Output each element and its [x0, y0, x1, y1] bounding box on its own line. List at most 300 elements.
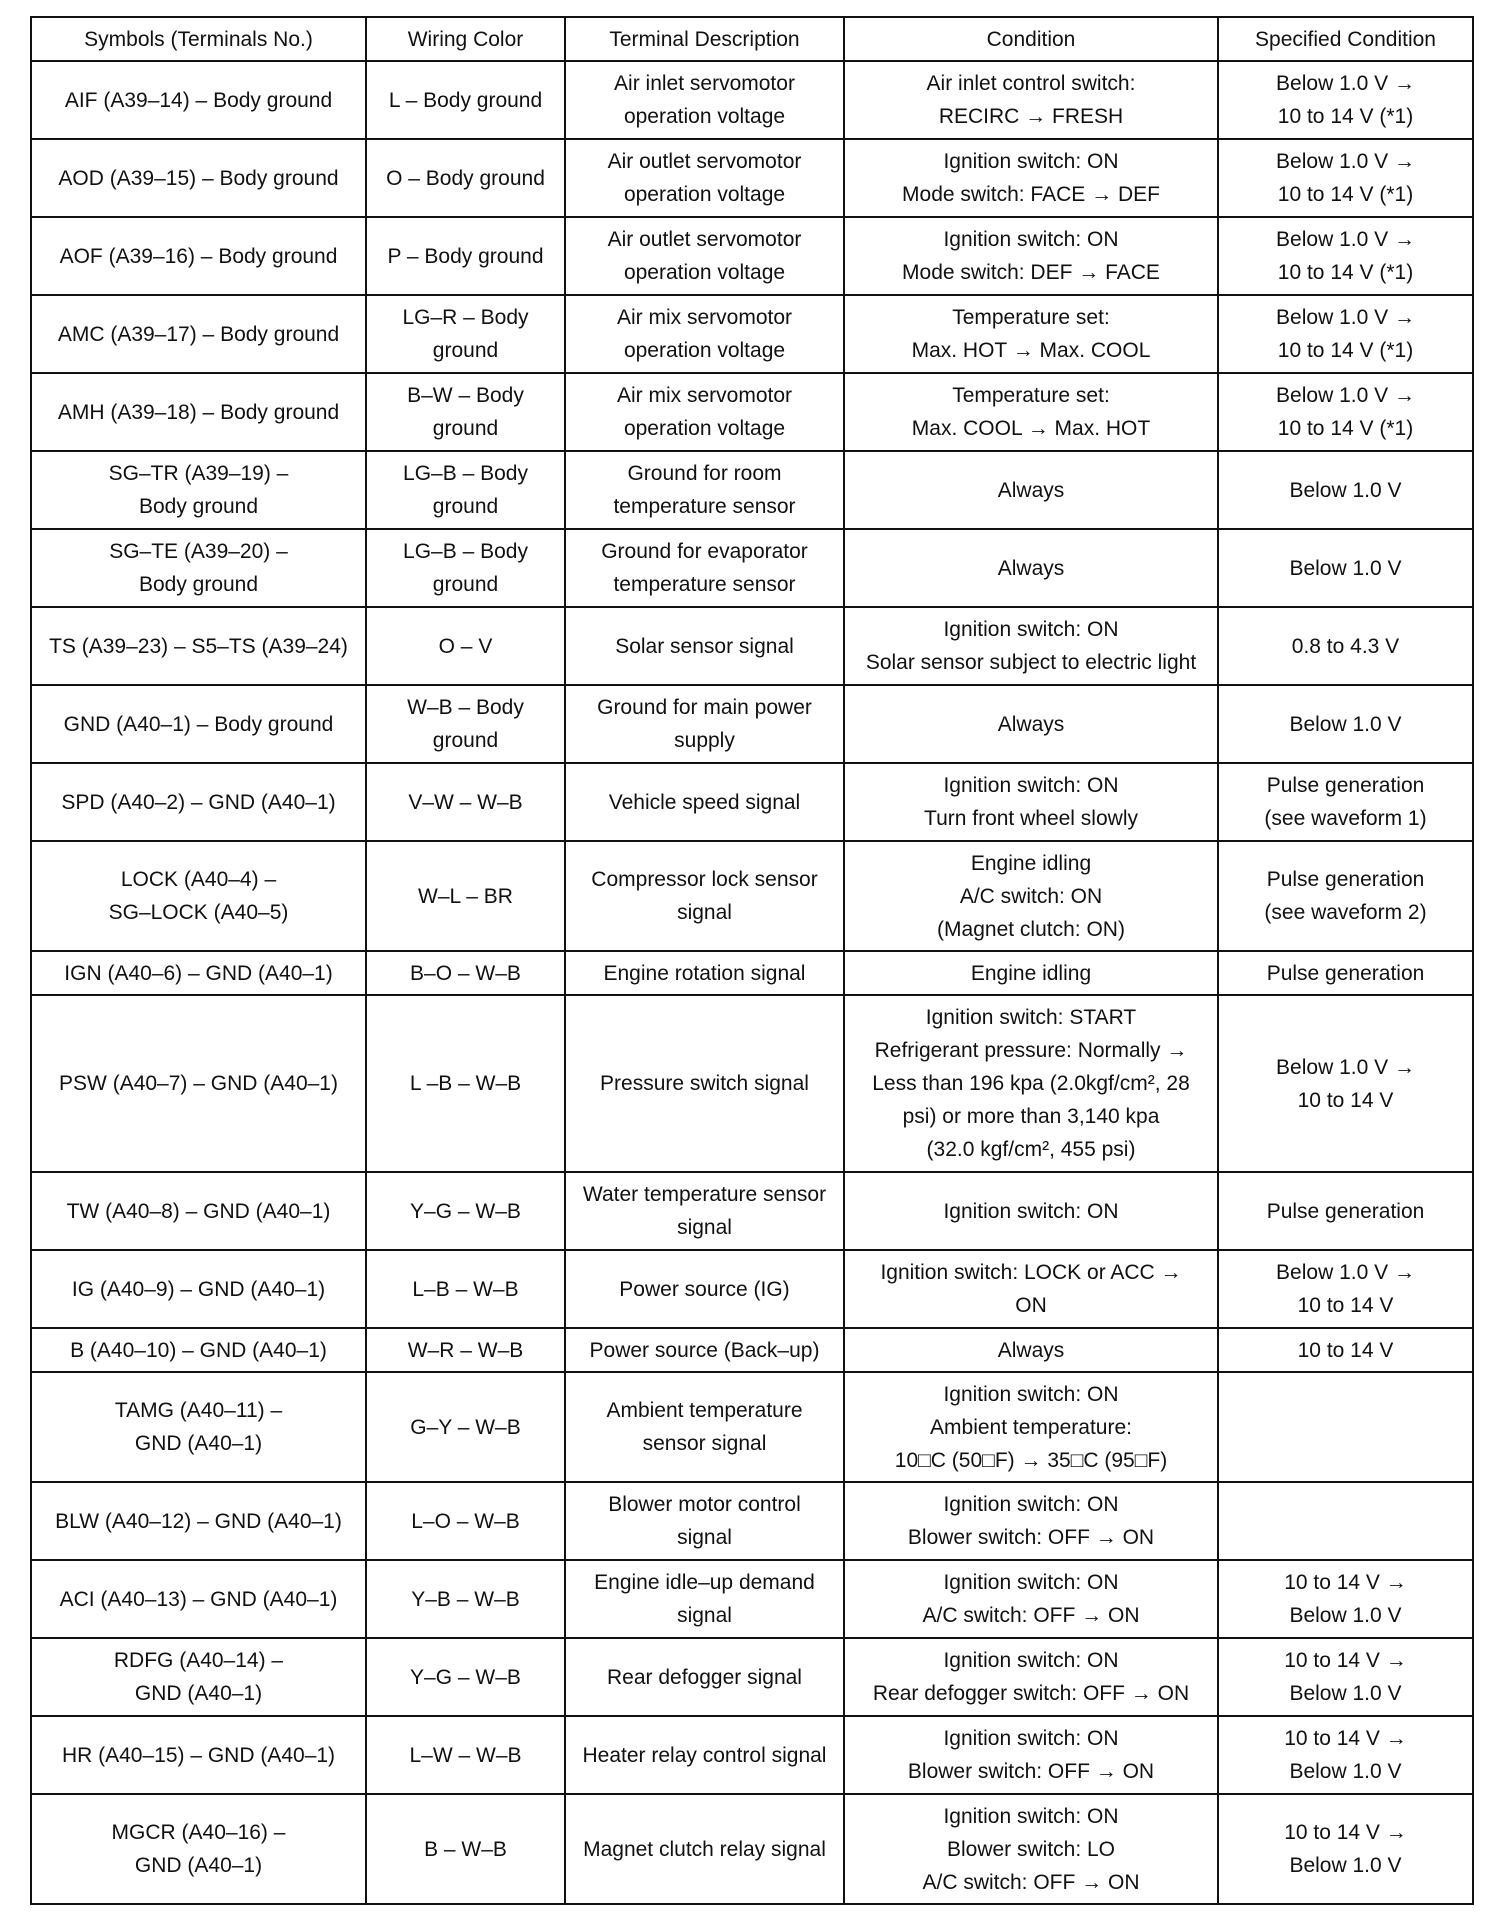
- condition-cell: [844, 529, 1218, 607]
- specified-condition-cell: [1218, 1372, 1473, 1482]
- cell-line: A/C switch: OFF → ON: [922, 1604, 1140, 1627]
- cell-line: Ignition switch: LOCK or ACC →: [880, 1261, 1182, 1284]
- cell-line: B–W – Body: [407, 384, 524, 407]
- description-cell: [565, 1328, 844, 1372]
- header-symbols: Symbols (Terminals No.): [31, 17, 366, 61]
- cell-line: 0.8 to 4.3 V: [1291, 634, 1400, 658]
- cell-line: Ignition switch: ON: [943, 1199, 1119, 1223]
- cell-line: Power source (Back–up): [589, 1338, 820, 1362]
- cell-line: Below 1.0 V: [1289, 712, 1402, 736]
- cell-line: Ground for room: [627, 462, 782, 485]
- cell-line: Below 1.0 V →: [1276, 1261, 1415, 1284]
- description-cell: [565, 763, 844, 841]
- wiring-color-cell: [366, 1794, 565, 1904]
- cell-line: Engine idling: [970, 851, 1092, 875]
- cell-line: O – Body ground: [386, 166, 545, 190]
- cell-line: signal: [677, 1604, 732, 1627]
- description-cell: [565, 1372, 844, 1482]
- table-row: [31, 1372, 1473, 1482]
- cell-line: Air outlet servomotor: [607, 228, 802, 251]
- table-row: [31, 1172, 1473, 1250]
- cell-line: temperature sensor: [613, 573, 796, 596]
- cell-line: ground: [432, 417, 499, 440]
- cell-line: sensor signal: [642, 1432, 767, 1455]
- cell-line: (see waveform 2): [1264, 901, 1427, 924]
- table-row: [31, 685, 1473, 763]
- cell-line: 10□C (50□F) → 35□C (95□F): [894, 1448, 1168, 1472]
- condition-cell: [844, 995, 1218, 1172]
- cell-line: (32.0 kgf/cm², 455 psi): [926, 1138, 1136, 1161]
- cell-line: Rear defogger switch: OFF → ON: [872, 1682, 1190, 1705]
- cell-line: Ground for evaporator: [601, 540, 808, 563]
- table-row: [31, 607, 1473, 685]
- cell-line: Below 1.0 V: [1289, 478, 1402, 502]
- table-row: [31, 1794, 1473, 1904]
- cell-line: L–O – W–B: [411, 1509, 520, 1533]
- cell-line: Always: [997, 1338, 1065, 1362]
- cell-line: HR (A40–15) – GND (A40–1): [61, 1743, 336, 1767]
- wiring-color-cell: [366, 1716, 565, 1794]
- cell-line: AMH (A39–18) – Body ground: [57, 400, 340, 424]
- cell-line: Y–G – W–B: [410, 1665, 521, 1689]
- specified-condition-cell: [1218, 139, 1473, 217]
- condition-cell: [844, 1794, 1218, 1904]
- symbol-cell: [31, 1482, 366, 1560]
- cell-line: RECIRC → FRESH: [938, 105, 1124, 128]
- cell-line: 10 to 14 V: [1297, 1088, 1394, 1112]
- cell-line: ground: [432, 339, 499, 362]
- description-cell: [565, 1716, 844, 1794]
- cell-line: Body ground: [138, 495, 259, 518]
- table-row: [31, 841, 1473, 951]
- cell-line: LG–B – Body: [403, 462, 528, 485]
- description-cell: [565, 685, 844, 763]
- cell-line: A/C switch: ON: [959, 884, 1103, 908]
- specified-condition-cell: [1218, 1482, 1473, 1560]
- cell-line: Below 1.0 V: [1289, 1854, 1402, 1877]
- condition-cell: [844, 217, 1218, 295]
- cell-line: L–B – W–B: [412, 1277, 519, 1301]
- cell-line: B (A40–10) – GND (A40–1): [70, 1338, 327, 1362]
- cell-line: IGN (A40–6) – GND (A40–1): [64, 961, 333, 985]
- cell-line: Ignition switch: ON: [943, 228, 1119, 251]
- description-cell: [565, 1638, 844, 1716]
- cell-line: temperature sensor: [613, 495, 796, 518]
- wiring-color-cell: [366, 1372, 565, 1482]
- cell-line: RDFG (A40–14) –: [113, 1649, 284, 1672]
- cell-line: operation voltage: [623, 105, 786, 128]
- cell-line: (see waveform 1): [1264, 807, 1427, 830]
- wiring-color-cell: [366, 451, 565, 529]
- cell-line: (Magnet clutch: ON): [937, 917, 1125, 941]
- cell-line: 10 to 14 V (*1): [1277, 105, 1414, 128]
- cell-line: SG–TR (A39–19) –: [108, 462, 289, 485]
- cell-line: Below 1.0 V →: [1276, 1055, 1415, 1079]
- cell-line: Below 1.0 V: [1289, 556, 1402, 580]
- cell-line: G–Y – W–B: [410, 1415, 521, 1439]
- cell-line: Pulse generation: [1266, 1199, 1425, 1223]
- cell-line: 10 to 14 V (*1): [1277, 417, 1414, 440]
- specified-condition-cell: [1218, 529, 1473, 607]
- cell-line: Refrigerant pressure: Normally →: [874, 1039, 1188, 1062]
- specified-condition-cell: [1218, 995, 1473, 1172]
- cell-line: Ground for main power: [597, 696, 812, 719]
- wiring-color-cell: [366, 685, 565, 763]
- condition-cell: [844, 1328, 1218, 1372]
- cell-line: operation voltage: [623, 183, 786, 206]
- cell-line: Always: [997, 556, 1065, 580]
- cell-line: Engine idling: [970, 961, 1092, 985]
- table-row: [31, 451, 1473, 529]
- description-cell: [565, 529, 844, 607]
- description-cell: [565, 373, 844, 451]
- header-row: [31, 17, 1473, 61]
- cell-line: 10 to 14 V: [1297, 1294, 1394, 1317]
- cell-line: L – Body ground: [388, 88, 543, 112]
- cell-line: Magnet clutch relay signal: [583, 1837, 826, 1861]
- cell-line: Solar sensor subject to electric light: [865, 651, 1197, 674]
- cell-line: Below 1.0 V: [1289, 1760, 1402, 1783]
- cell-line: AOF (A39–16) – Body ground: [59, 244, 338, 268]
- table-row: [31, 61, 1473, 139]
- description-cell: [565, 61, 844, 139]
- description-cell: [565, 607, 844, 685]
- table-row: [31, 1482, 1473, 1560]
- specified-condition-cell: [1218, 951, 1473, 995]
- wiring-color-cell: [366, 763, 565, 841]
- cell-line: O – V: [438, 634, 493, 658]
- cell-line: Pulse generation: [1266, 774, 1425, 797]
- symbol-cell: [31, 529, 366, 607]
- cell-line: Compressor lock sensor: [591, 868, 818, 891]
- cell-line: Pulse generation: [1266, 961, 1425, 985]
- cell-line: 10 to 14 V →: [1284, 1571, 1407, 1594]
- condition-cell: [844, 139, 1218, 217]
- cell-line: Air inlet servomotor: [614, 72, 795, 95]
- cell-line: Y–B – W–B: [411, 1587, 520, 1611]
- cell-line: Ignition switch: START: [925, 1006, 1137, 1029]
- symbol-cell: [31, 1328, 366, 1372]
- table-row: [31, 995, 1473, 1172]
- cell-line: TS (A39–23) – S5–TS (A39–24): [49, 634, 348, 658]
- cell-line: Body ground: [138, 573, 259, 596]
- cell-line: AIF (A39–14) – Body ground: [64, 88, 333, 112]
- cell-line: Always: [997, 712, 1065, 736]
- wiring-color-cell: [366, 61, 565, 139]
- description-cell: [565, 295, 844, 373]
- condition-cell: [844, 1482, 1218, 1560]
- cell-line: LG–B – Body: [403, 540, 528, 563]
- cell-line: Ignition switch: ON: [943, 1571, 1119, 1594]
- cell-line: Power source (IG): [619, 1277, 790, 1301]
- wiring-color-cell: [366, 1560, 565, 1638]
- symbol-cell: [31, 1638, 366, 1716]
- condition-cell: [844, 763, 1218, 841]
- cell-line: GND (A40–1): [134, 1432, 263, 1455]
- cell-line: A/C switch: OFF → ON: [922, 1870, 1140, 1894]
- header-wiring-color: Wiring Color: [366, 17, 565, 61]
- wiring-color-cell: [366, 217, 565, 295]
- specified-condition-cell: [1218, 1794, 1473, 1904]
- cell-line: AOD (A39–15) – Body ground: [58, 166, 339, 190]
- description-cell: [565, 995, 844, 1172]
- wiring-color-cell: [366, 1250, 565, 1328]
- cell-line: Temperature set:: [952, 384, 1110, 407]
- table-row: [31, 1560, 1473, 1638]
- cell-line: Engine idle–up demand: [594, 1571, 815, 1594]
- specified-condition-cell: [1218, 61, 1473, 139]
- cell-line: 10 to 14 V (*1): [1277, 261, 1414, 284]
- cell-line: AMC (A39–17) – Body ground: [57, 322, 340, 346]
- wiring-color-cell: [366, 951, 565, 995]
- cell-line: Mode switch: DEF → FACE: [902, 261, 1160, 284]
- description-cell: [565, 1250, 844, 1328]
- cell-line: signal: [677, 901, 732, 924]
- wiring-color-cell: [366, 1172, 565, 1250]
- condition-cell: [844, 451, 1218, 529]
- cell-line: ACI (A40–13) – GND (A40–1): [59, 1587, 338, 1611]
- cell-line: Ambient temperature: [606, 1399, 803, 1422]
- cell-line: Solar sensor signal: [615, 634, 794, 658]
- wiring-color-cell: [366, 1638, 565, 1716]
- symbol-cell: [31, 1794, 366, 1904]
- condition-cell: [844, 1372, 1218, 1482]
- cell-line: 10 to 14 V →: [1284, 1649, 1407, 1672]
- table-row: [31, 139, 1473, 217]
- cell-line: GND (A40–1): [134, 1682, 263, 1705]
- header-specified-condition: Specified Condition: [1218, 17, 1473, 61]
- symbol-cell: [31, 995, 366, 1172]
- cell-line: P – Body ground: [387, 244, 544, 268]
- description-cell: [565, 139, 844, 217]
- condition-cell: [844, 1250, 1218, 1328]
- cell-line: Below 1.0 V →: [1276, 228, 1415, 251]
- cell-line: LOCK (A40–4) –: [120, 868, 277, 891]
- table-row: [31, 529, 1473, 607]
- wiring-color-cell: [366, 529, 565, 607]
- table-row: [31, 1638, 1473, 1716]
- cell-line: SG–TE (A39–20) –: [109, 540, 288, 563]
- cell-line: MGCR (A40–16) –: [111, 1821, 286, 1844]
- cell-line: Blower motor control: [608, 1493, 801, 1516]
- condition-cell: [844, 685, 1218, 763]
- wiring-color-cell: [366, 841, 565, 951]
- table-row: [31, 217, 1473, 295]
- symbol-cell: [31, 373, 366, 451]
- cell-line: B – W–B: [424, 1837, 507, 1861]
- description-cell: [565, 217, 844, 295]
- header-condition: Condition: [844, 17, 1218, 61]
- cell-line: 10 to 14 V →: [1284, 1821, 1407, 1844]
- description-cell: [565, 951, 844, 995]
- cell-line: Below 1.0 V →: [1276, 150, 1415, 173]
- symbol-cell: [31, 841, 366, 951]
- description-cell: [565, 1482, 844, 1560]
- table-row: [31, 951, 1473, 995]
- cell-line: 10 to 14 V (*1): [1277, 183, 1414, 206]
- cell-line: Below 1.0 V: [1289, 1604, 1402, 1627]
- wiring-color-cell: [366, 373, 565, 451]
- cell-line: ON: [1015, 1294, 1047, 1317]
- cell-line: L–W – W–B: [409, 1743, 522, 1767]
- specified-condition-cell: [1218, 685, 1473, 763]
- cell-line: supply: [674, 729, 735, 752]
- condition-cell: [844, 295, 1218, 373]
- cell-line: Max. COOL → Max. HOT: [911, 417, 1151, 440]
- cell-line: Below 1.0 V: [1289, 1682, 1402, 1705]
- cell-line: Mode switch: FACE → DEF: [902, 183, 1160, 206]
- wiring-color-cell: [366, 295, 565, 373]
- cell-line: Max. HOT → Max. COOL: [911, 339, 1151, 362]
- cell-line: Engine rotation signal: [603, 961, 806, 985]
- wiring-color-cell: [366, 607, 565, 685]
- cell-line: Less than 196 kpa (2.0kgf/cm², 28: [872, 1072, 1190, 1095]
- cell-line: Blower switch: OFF → ON: [907, 1526, 1155, 1549]
- cell-line: W–R – W–B: [407, 1338, 524, 1362]
- cell-line: BLW (A40–12) – GND (A40–1): [55, 1509, 342, 1533]
- cell-line: Vehicle speed signal: [608, 790, 801, 814]
- description-cell: [565, 841, 844, 951]
- symbol-cell: [31, 1372, 366, 1482]
- cell-line: W–B – Body: [407, 696, 524, 719]
- table-row: [31, 1250, 1473, 1328]
- cell-line: Air outlet servomotor: [607, 150, 802, 173]
- condition-cell: [844, 1716, 1218, 1794]
- cell-line: ground: [432, 729, 499, 752]
- condition-cell: [844, 1638, 1218, 1716]
- cell-line: Below 1.0 V →: [1276, 306, 1415, 329]
- specified-condition-cell: [1218, 373, 1473, 451]
- cell-line: SPD (A40–2) – GND (A40–1): [61, 790, 336, 814]
- cell-line: psi) or more than 3,140 kpa: [902, 1105, 1160, 1128]
- symbol-cell: [31, 1172, 366, 1250]
- cell-line: Blower switch: OFF → ON: [907, 1760, 1155, 1783]
- terminal-inspection-table: [30, 16, 1474, 1905]
- cell-line: signal: [677, 1526, 732, 1549]
- cell-line: Air mix servomotor: [616, 384, 793, 407]
- condition-cell: [844, 373, 1218, 451]
- specified-condition-cell: [1218, 763, 1473, 841]
- condition-cell: [844, 841, 1218, 951]
- cell-line: TAMG (A40–11) –: [114, 1399, 283, 1422]
- cell-line: IG (A40–9) – GND (A40–1): [71, 1277, 326, 1301]
- cell-line: Blower switch: LO: [946, 1837, 1116, 1861]
- cell-line: operation voltage: [623, 261, 786, 284]
- cell-line: Air inlet control switch:: [926, 72, 1136, 95]
- table-row: [31, 295, 1473, 373]
- specified-condition-cell: [1218, 295, 1473, 373]
- cell-line: Rear defogger signal: [607, 1665, 802, 1689]
- cell-line: V–W – W–B: [408, 790, 523, 814]
- cell-line: LG–R – Body: [402, 306, 529, 329]
- condition-cell: [844, 61, 1218, 139]
- description-cell: [565, 1560, 844, 1638]
- symbol-cell: [31, 1560, 366, 1638]
- cell-line: Ambient temperature:: [930, 1415, 1132, 1439]
- header-terminal-description: Terminal Description: [565, 17, 844, 61]
- cell-line: operation voltage: [623, 339, 786, 362]
- cell-line: Ignition switch: ON: [943, 1727, 1119, 1750]
- symbol-cell: [31, 951, 366, 995]
- cell-line: Ignition switch: ON: [943, 1649, 1119, 1672]
- cell-line: Y–G – W–B: [410, 1199, 521, 1223]
- symbol-cell: [31, 61, 366, 139]
- specified-condition-cell: [1218, 1328, 1473, 1372]
- cell-line: ground: [432, 573, 499, 596]
- symbol-cell: [31, 685, 366, 763]
- symbol-cell: [31, 763, 366, 841]
- condition-cell: [844, 1560, 1218, 1638]
- condition-cell: [844, 607, 1218, 685]
- table-row: [31, 763, 1473, 841]
- cell-line: GND (A40–1) – Body ground: [63, 712, 334, 736]
- symbol-cell: [31, 1250, 366, 1328]
- wiring-color-cell: [366, 139, 565, 217]
- condition-cell: [844, 1172, 1218, 1250]
- description-cell: [565, 1172, 844, 1250]
- wiring-color-cell: [366, 995, 565, 1172]
- cell-line: Ignition switch: ON: [943, 150, 1119, 173]
- cell-line: PSW (A40–7) – GND (A40–1): [59, 1072, 338, 1095]
- symbol-cell: [31, 295, 366, 373]
- specified-condition-cell: [1218, 1716, 1473, 1794]
- cell-line: signal: [677, 1216, 732, 1239]
- specified-condition-cell: [1218, 1638, 1473, 1716]
- symbol-cell: [31, 607, 366, 685]
- description-cell: [565, 451, 844, 529]
- cell-line: Turn front wheel slowly: [924, 807, 1138, 830]
- wiring-color-cell: [366, 1482, 565, 1560]
- cell-line: TW (A40–8) – GND (A40–1): [66, 1199, 331, 1223]
- symbol-cell: [31, 139, 366, 217]
- cell-line: 10 to 14 V →: [1284, 1727, 1407, 1750]
- table-row: [31, 373, 1473, 451]
- cell-line: Pressure switch signal: [600, 1072, 809, 1095]
- wiring-color-cell: [366, 1328, 565, 1372]
- cell-line: Below 1.0 V →: [1276, 384, 1415, 407]
- cell-line: ground: [432, 495, 499, 518]
- description-cell: [565, 1794, 844, 1904]
- cell-line: L –B – W–B: [409, 1072, 522, 1095]
- table-row: [31, 1328, 1473, 1372]
- symbol-cell: [31, 1716, 366, 1794]
- symbol-cell: [31, 217, 366, 295]
- specified-condition-cell: [1218, 1250, 1473, 1328]
- cell-line: Heater relay control signal: [582, 1743, 827, 1767]
- cell-line: 10 to 14 V (*1): [1277, 339, 1414, 362]
- cell-line: SG–LOCK (A40–5): [108, 901, 289, 924]
- specified-condition-cell: [1218, 1172, 1473, 1250]
- cell-line: Ignition switch: ON: [943, 774, 1119, 797]
- cell-line: Below 1.0 V →: [1276, 72, 1415, 95]
- cell-line: Ignition switch: ON: [943, 1493, 1119, 1516]
- cell-line: Pulse generation: [1266, 868, 1425, 891]
- cell-line: Ignition switch: ON: [943, 1382, 1119, 1406]
- cell-line: Water temperature sensor: [582, 1183, 827, 1206]
- cell-line: 10 to 14 V: [1297, 1338, 1394, 1362]
- condition-cell: [844, 951, 1218, 995]
- specified-condition-cell: [1218, 1560, 1473, 1638]
- cell-line: B–O – W–B: [410, 961, 521, 985]
- specified-condition-cell: [1218, 841, 1473, 951]
- cell-line: GND (A40–1): [134, 1854, 263, 1877]
- cell-line: operation voltage: [623, 417, 786, 440]
- specified-condition-cell: [1218, 451, 1473, 529]
- table-body: [31, 61, 1473, 1904]
- table-row: [31, 1716, 1473, 1794]
- cell-line: W–L – BR: [418, 884, 513, 908]
- cell-line: Always: [997, 478, 1065, 502]
